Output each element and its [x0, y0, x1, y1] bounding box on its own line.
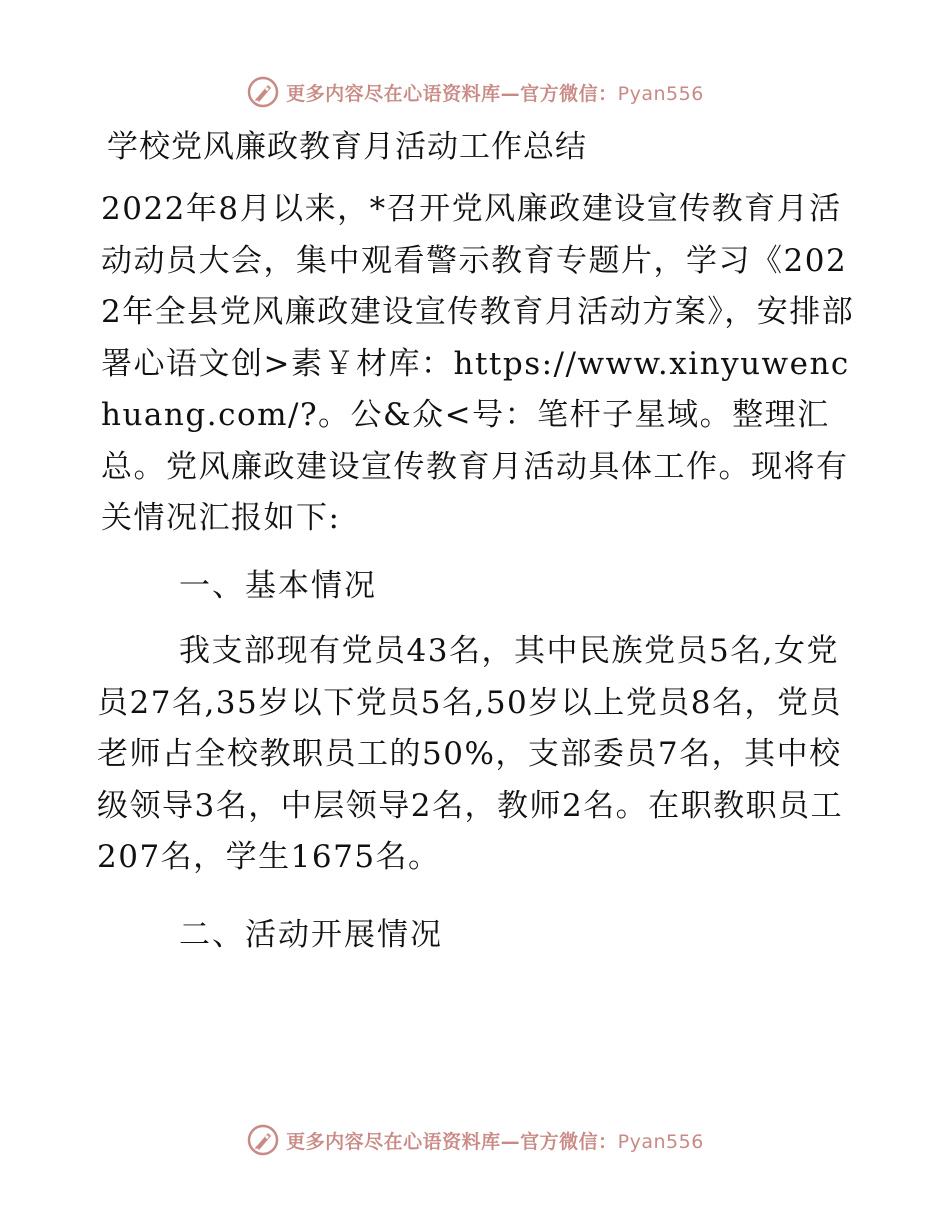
- watermark-text: 更多内容尽在心语资料库—官方微信：Pyan556: [286, 1130, 704, 1153]
- basic-situation-paragraph: 我支部现有党员43名，其中民族党员5名,女党员27名,35岁以下党员5名,50岁以上党员8名，党员老师占全校教职员工的50%，支部委员7名，其中校级领导3名，中层领导2名，教师2名。在职教职员工207名，学生1675名。: [97, 633, 844, 875]
- document-title: 学校党风廉政教育月活动工作总结: [107, 129, 587, 165]
- watermark-text: 更多内容尽在心语资料库—官方微信：Pyan556: [286, 82, 704, 105]
- document-body: [97, 118, 857, 961]
- header-watermark: [0, 72, 950, 112]
- pen-nib-logo-icon: [246, 75, 280, 109]
- pen-nib-logo-icon: [246, 1123, 280, 1157]
- footer-watermark: [0, 1120, 950, 1160]
- section-heading-basic-situation: 一、基本情况: [179, 567, 377, 604]
- section-heading-activities: 二、活动开展情况: [179, 916, 443, 953]
- intro-paragraph: 2022年8月以来，*召开党风廉政建设宣传教育月活动动员大会，集中观看警示教育专题片，学习《2022年全县党风廉政建设宣传教育月活动方案》，安排部署心语文创>素￥材库：https://www.xinyuwenchuang.com/?。公&众<号：笔杆子星域。整理汇总。党风廉政建设宣传教育月活动具体工作。现将有关情况汇报如下:: [101, 191, 855, 536]
